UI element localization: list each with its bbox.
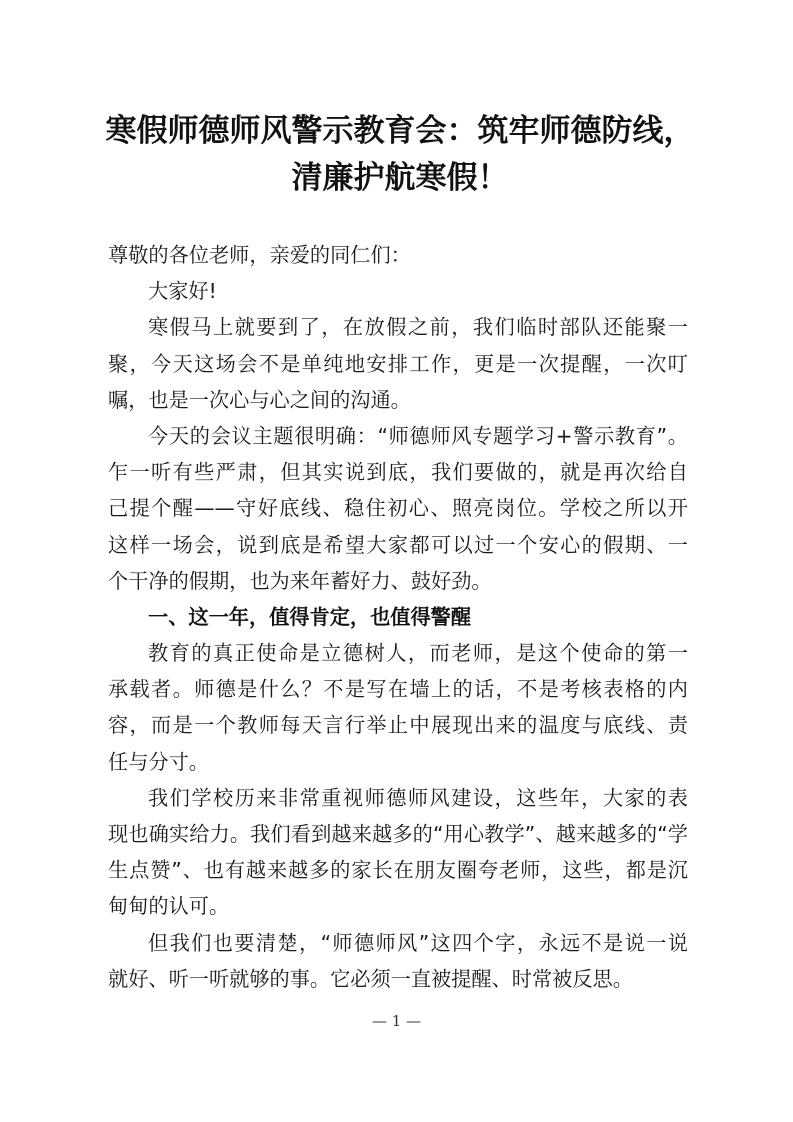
- paragraph-line: 教育的真正使命是立德树人，而老师，是这个使命的第一: [148, 641, 688, 666]
- paragraph-line: 乍一听有些严肃，但其实说到底，我们要做的，就是再次给自: [108, 460, 688, 485]
- salutation: 尊敬的各位老师，亲爱的同仁们：: [108, 243, 411, 267]
- paragraph-line: 己提个醒——守好底线、稳住初心、照亮岗位。学校之所以开: [108, 496, 688, 521]
- paragraph-line: 但我们也要清楚，“师德师风”这四个字，永远不是说一说: [148, 930, 688, 955]
- document-title: [100, 108, 700, 202]
- paragraph-line: 聚，今天这场会不是单纯地安排工作，更是一次提醒，一次叮: [108, 351, 688, 376]
- paragraph-line: 承载者。师德是什么？不是写在墙上的话，不是考核表格的内: [108, 677, 688, 702]
- paragraph-line: 任与分寸。: [108, 749, 209, 774]
- paragraph-line: 生点赞”、也有越来越多的家长在朋友圈夸老师，这些，都是沉: [108, 858, 688, 883]
- paragraph-line: 现也确实给力。我们看到越来越多的“用心教学”、越来越多的“学: [108, 822, 688, 846]
- section-heading: 一、这一年，值得肯定，也值得警醒: [148, 604, 472, 629]
- paragraph-line: 容，而是一个教师每天言行举止中展现出来的温度与底线、责: [108, 713, 688, 738]
- paragraph-line: 甸甸的认可。: [108, 894, 230, 919]
- paragraph-line: 寒假马上就要到了，在放假之前，我们临时部队还能聚一: [148, 315, 688, 340]
- paragraph-line: 个干净的假期，也为来年蓄好力、鼓好劲。: [108, 568, 492, 593]
- document-body: [108, 237, 688, 997]
- paragraph-line: 今天的会议主题很明确：“师德师风专题学习+警示教育”。: [148, 423, 688, 448]
- greeting: 大家好!: [148, 279, 217, 304]
- paragraph-line: 就好、听一听就够的事。它必须一直被提醒、时常被反思。: [108, 966, 633, 991]
- paragraph-line: 我们学校历来非常重视师德师风建设，这些年，大家的表: [148, 785, 688, 810]
- paragraph-line: 嘱，也是一次心与心之间的沟通。: [108, 387, 411, 412]
- title-line-2: 清廉护航寒假！: [291, 160, 509, 196]
- title-line-1: 寒假师德师风警示教育会：筑牢师德防线，: [105, 113, 695, 149]
- paragraph-line: 这样一场会，说到底是希望大家都可以过一个安心的假期、一: [108, 532, 688, 557]
- page-number: — 1 —: [371, 1012, 422, 1030]
